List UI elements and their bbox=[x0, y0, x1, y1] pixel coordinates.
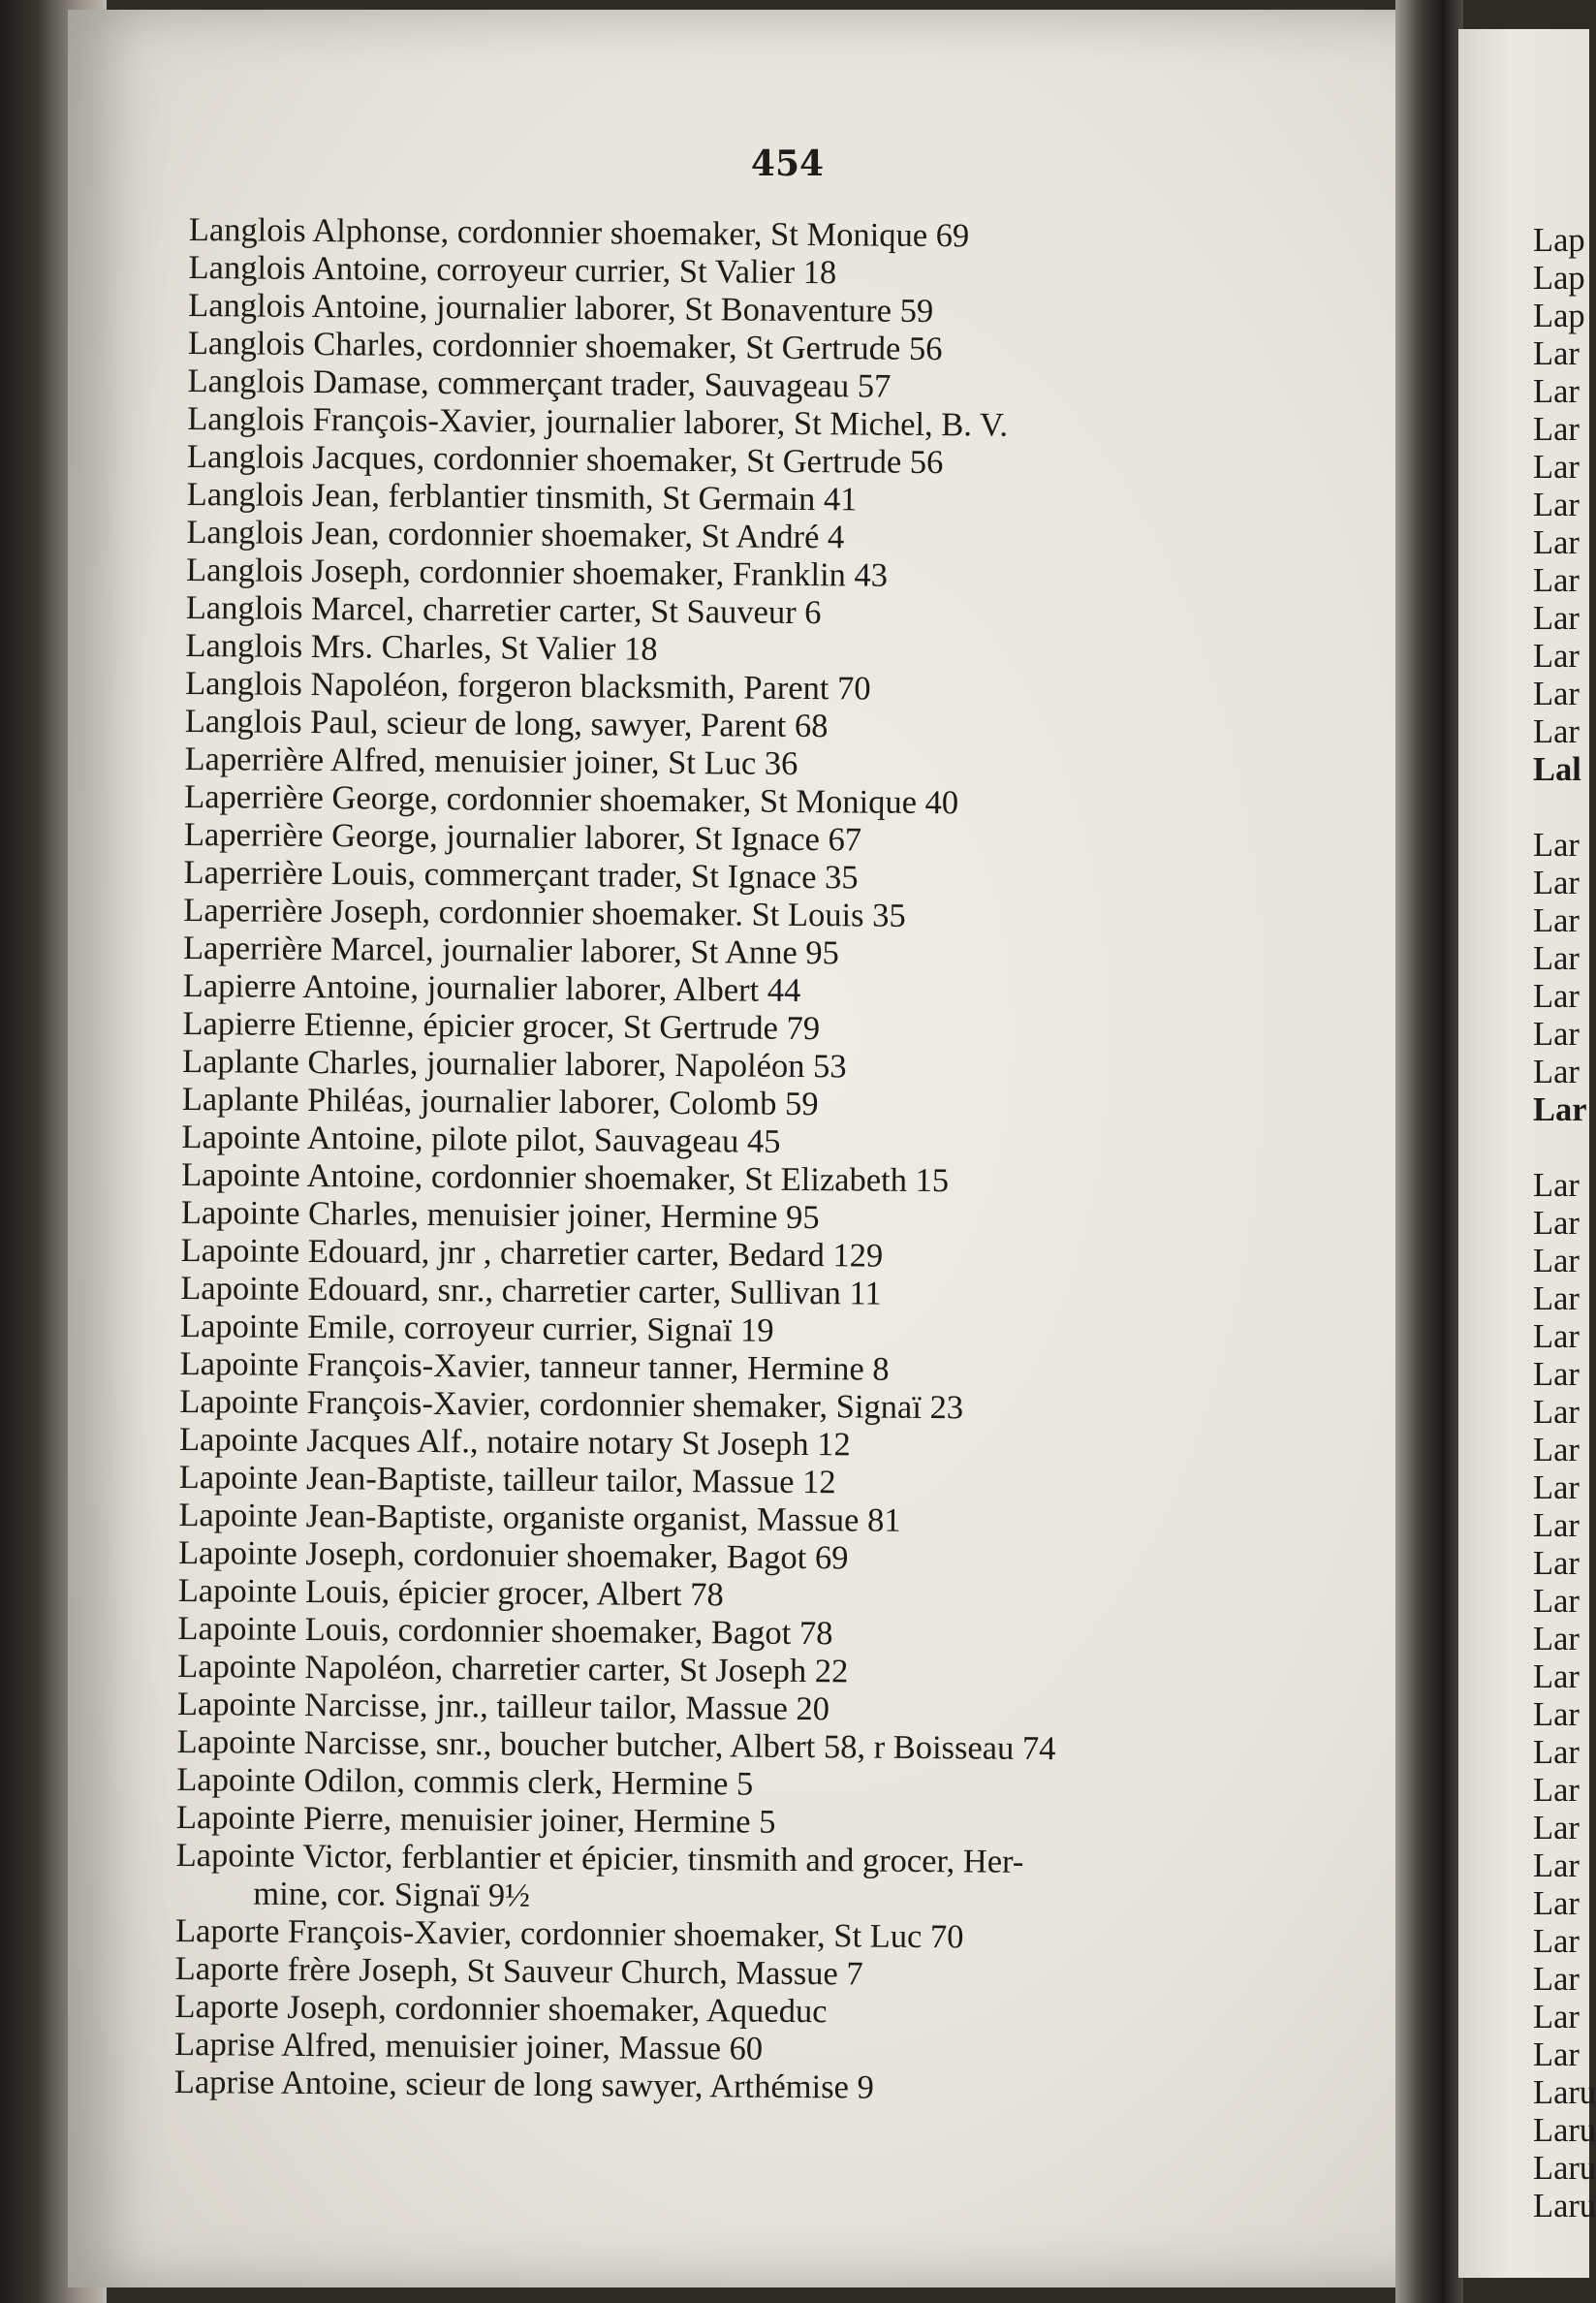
entry-continuation-line: mine, cor. Signaï 9½ bbox=[253, 1875, 531, 1914]
directory-entry: Lapointe Antoine, pilote pilot, Sauvageau 45 bbox=[181, 1118, 781, 1160]
directory-entry: Langlois François-Xavier, journalier laborer, St Michel, B. V. bbox=[187, 399, 1009, 444]
directory-entry: Laperrière Joseph, cordonnier shoemaker. St Louis 35 bbox=[183, 891, 906, 934]
facing-page-fragment: Lar bbox=[1533, 600, 1580, 637]
directory-entry: Laperrière Alfred, menuisier joiner, St Luc 36 bbox=[184, 740, 798, 782]
directory-entry: Langlois Jacques, cordonnier shoemaker, St Gertrude 56 bbox=[186, 437, 944, 482]
facing-page-fragment: Lar bbox=[1533, 1469, 1580, 1506]
facing-page-fragment: Lar bbox=[1533, 1583, 1580, 1620]
directory-entry: Lapointe Odilon, commis clerk, Hermine 5 bbox=[176, 1760, 754, 1803]
facing-page-fragment: Lar bbox=[1533, 827, 1580, 864]
facing-page-fragment: Lar bbox=[1533, 638, 1580, 675]
facing-page-fragment: Lar bbox=[1533, 940, 1580, 977]
directory-entry: Lapointe Louis, épicier grocer, Albert 78 bbox=[177, 1571, 724, 1614]
facing-page-fragment: Lar bbox=[1533, 449, 1580, 486]
directory-entry: Lapointe François-Xavier, cordonnier shemaker, Signaï 23 bbox=[179, 1382, 964, 1427]
facing-page-fragment: Lar bbox=[1533, 676, 1580, 712]
directory-entry: Laplante Charles, journalier laborer, Napoléon 53 bbox=[181, 1042, 847, 1086]
facing-page-fragment: Lar bbox=[1533, 1205, 1580, 1242]
facing-page-fragment: Lap bbox=[1533, 260, 1585, 297]
facing-page-fragment: Lar bbox=[1533, 1961, 1580, 1998]
facing-page-fragment: Lar bbox=[1533, 1696, 1580, 1733]
directory-entry: Lapointe Edouard, jnr , charretier carter, Bedard 129 bbox=[180, 1231, 884, 1275]
page-number: 454 bbox=[750, 143, 825, 184]
directory-entry: Langlois Antoine, journalier laborer, St Bonaventure 59 bbox=[188, 286, 934, 331]
directory-entry: Langlois Mrs. Charles, St Valier 18 bbox=[185, 626, 658, 668]
directory-entry: Langlois Jean, ferblantier tinsmith, St Germain 41 bbox=[186, 475, 858, 519]
facing-page-fragment: Lar bbox=[1533, 1999, 1580, 2035]
facing-page-fragment: Lar bbox=[1533, 713, 1580, 750]
directory-entry: Lapointe François-Xavier, tanneur tanner, Hermine 8 bbox=[179, 1344, 890, 1388]
directory-entry: Laporte Joseph, cordonnier shoemaker, Aqueduc bbox=[174, 1987, 828, 2031]
facing-page-fragment: Laru bbox=[1533, 2074, 1596, 2111]
directory-entry: Lapierre Etienne, épicier grocer, St Gertrude 79 bbox=[182, 1004, 821, 1048]
directory-entry: Lapointe Antoine, cordonnier shoemaker, St Elizabeth 15 bbox=[181, 1155, 950, 1200]
facing-page-fragment: Lar bbox=[1533, 1772, 1580, 1809]
directory-entry: Langlois Napoléon, forgeron blacksmith, Parent 70 bbox=[185, 664, 871, 708]
directory-entry: Lapointe Jean-Baptiste, tailleur tailor, Massue 12 bbox=[178, 1458, 836, 1501]
directory-entry: Lapointe Edouard, snr., charretier carter, Sullivan 11 bbox=[180, 1269, 882, 1312]
directory-entry: Lapointe Emile, corroyeur currier, Signaï 19 bbox=[179, 1307, 774, 1349]
directory-entry: Langlois Alphonse, cordonnier shoemaker, St Monique 69 bbox=[188, 211, 970, 255]
directory-entry: Lapointe Joseph, cordonuier shoemaker, Bagot 69 bbox=[177, 1533, 849, 1577]
facing-page-fragment: Lar bbox=[1533, 2036, 1580, 2073]
facing-page-fragment: Lar bbox=[1533, 1432, 1580, 1468]
directory-entry: Laperrière George, journalier laborer, St Ignace 67 bbox=[183, 815, 862, 859]
facing-page-fragment: Lar bbox=[1533, 335, 1580, 372]
directory-entry: Laplante Philéas, journalier laborer, Colomb 59 bbox=[181, 1080, 819, 1123]
facing-page-fragment: Lar bbox=[1533, 487, 1580, 523]
directory-entry: Laperrière Marcel, journalier laborer, St Anne 95 bbox=[182, 929, 839, 972]
facing-page-fragment: Lar bbox=[1533, 1091, 1587, 1128]
facing-page-fragment: Laru bbox=[1533, 2188, 1596, 2224]
facing-page-fragment: Lar bbox=[1533, 1167, 1580, 1204]
directory-entry: Langlois Joseph, cordonnier shoemaker, Franklin 43 bbox=[185, 551, 889, 594]
facing-page-fragment: Lar bbox=[1533, 1734, 1580, 1771]
directory-entry-multiline bbox=[175, 1837, 1359, 1922]
directory-entry: Laperrière George, cordonnier shoemaker, St Monique 40 bbox=[184, 777, 959, 822]
directory-entry: Laprise Alfred, menuisier joiner, Massue 60 bbox=[173, 2025, 764, 2067]
facing-page-fragment: Lap bbox=[1533, 222, 1585, 259]
facing-page-fragment: Lar bbox=[1533, 1847, 1580, 1884]
facing-page-fragment: Lar bbox=[1533, 1394, 1580, 1431]
facing-page-fragment: Lar bbox=[1533, 373, 1580, 410]
facing-page-fragment: Lar bbox=[1533, 1318, 1580, 1355]
directory-entry: Langlois Jean, cordonnier shoemaker, St André 4 bbox=[186, 513, 845, 556]
directory-entry: Lapointe Narcisse, snr., boucher butcher, Albert 58, r Boisseau 74 bbox=[176, 1722, 1056, 1768]
directory-entry: Langlois Antoine, corroyeur currier, St Valier 18 bbox=[188, 248, 837, 292]
directory-listing bbox=[174, 211, 1371, 2111]
facing-page-fragment: Laru bbox=[1533, 2112, 1596, 2149]
facing-page-fragment: Lal bbox=[1533, 751, 1581, 788]
facing-page-fragment: Lar bbox=[1533, 1885, 1580, 1922]
directory-entry: Lapointe Louis, cordonnier shoemaker, Bagot 78 bbox=[177, 1609, 833, 1653]
facing-page-fragment: Lar bbox=[1533, 1054, 1580, 1090]
directory-entry: Lapointe Charles, menuisier joiner, Hermine 95 bbox=[180, 1193, 820, 1237]
facing-page-fragment: Lar bbox=[1533, 1621, 1580, 1657]
facing-page-fragment: Lar bbox=[1533, 411, 1580, 448]
facing-page-gap bbox=[1533, 789, 1591, 827]
directory-entry: Lapointe Napoléon, charretier carter, St Joseph 22 bbox=[177, 1647, 849, 1690]
facing-page-fragment: Lar bbox=[1533, 1658, 1580, 1695]
facing-page-fragment: Laru bbox=[1533, 2150, 1596, 2187]
facing-page-fragment: Lar bbox=[1533, 1545, 1580, 1582]
facing-page-fragment: Lar bbox=[1533, 1243, 1580, 1279]
directory-entry: Lapointe Jean-Baptiste, organiste organist, Massue 81 bbox=[178, 1496, 901, 1539]
facing-page-fragment: Lar bbox=[1533, 1507, 1580, 1544]
facing-page-fragment: Lar bbox=[1533, 562, 1580, 599]
facing-page-gap bbox=[1533, 1129, 1591, 1167]
directory-entry: Lapierre Antoine, journalier laborer, Albert 44 bbox=[182, 966, 801, 1009]
book-gutter bbox=[1395, 0, 1463, 2303]
directory-entry: Laporte François-Xavier, cordonnier shoemaker, St Luc 70 bbox=[174, 1911, 964, 1956]
directory-entry: Langlois Damase, commerçant trader, Sauvageau 57 bbox=[187, 362, 892, 405]
directory-entry: Langlois Marcel, charretier carter, St Sauveur 6 bbox=[185, 588, 822, 632]
directory-entry: Laporte frère Joseph, St Sauveur Church, Massue 7 bbox=[174, 1949, 863, 1993]
directory-entry: Lapointe Pierre, menuisier joiner, Hermine 5 bbox=[175, 1798, 776, 1841]
facing-page-fragment: Lar bbox=[1533, 524, 1580, 561]
facing-page-fragment: Lar bbox=[1533, 902, 1580, 939]
facing-page-fragment: Lar bbox=[1533, 1923, 1580, 1960]
facing-page-fragment: Lar bbox=[1533, 1280, 1580, 1317]
facing-page-fragment: Lar bbox=[1533, 1356, 1580, 1393]
facing-page-column bbox=[1533, 222, 1596, 2225]
facing-page-fragment: Lap bbox=[1533, 298, 1585, 334]
directory-entry: Laperrière Louis, commerçant trader, St Ignace 35 bbox=[183, 853, 859, 897]
directory-entry: Lapointe Jacques Alf., notaire notary St Joseph 12 bbox=[178, 1420, 851, 1464]
entry-first-line: Lapointe Victor, ferblantier et épicier, tinsmith and grocer, Her- bbox=[175, 1836, 1024, 1880]
facing-page-fragment: Lar bbox=[1533, 1016, 1580, 1053]
directory-entry: Lapointe Narcisse, jnr., tailleur tailor, Massue 20 bbox=[176, 1685, 830, 1728]
facing-page-fragment: Lar bbox=[1533, 865, 1580, 901]
directory-entry: Langlois Charles, cordonnier shoemaker, St Gertrude 56 bbox=[187, 324, 943, 368]
facing-page-fragment: Lar bbox=[1533, 1810, 1580, 1846]
directory-entry: Langlois Paul, scieur de long, sawyer, Parent 68 bbox=[184, 702, 829, 745]
facing-page-fragment: Lar bbox=[1533, 978, 1580, 1015]
directory-entry: Laprise Antoine, scieur de long sawyer, Arthémise 9 bbox=[173, 2063, 874, 2106]
